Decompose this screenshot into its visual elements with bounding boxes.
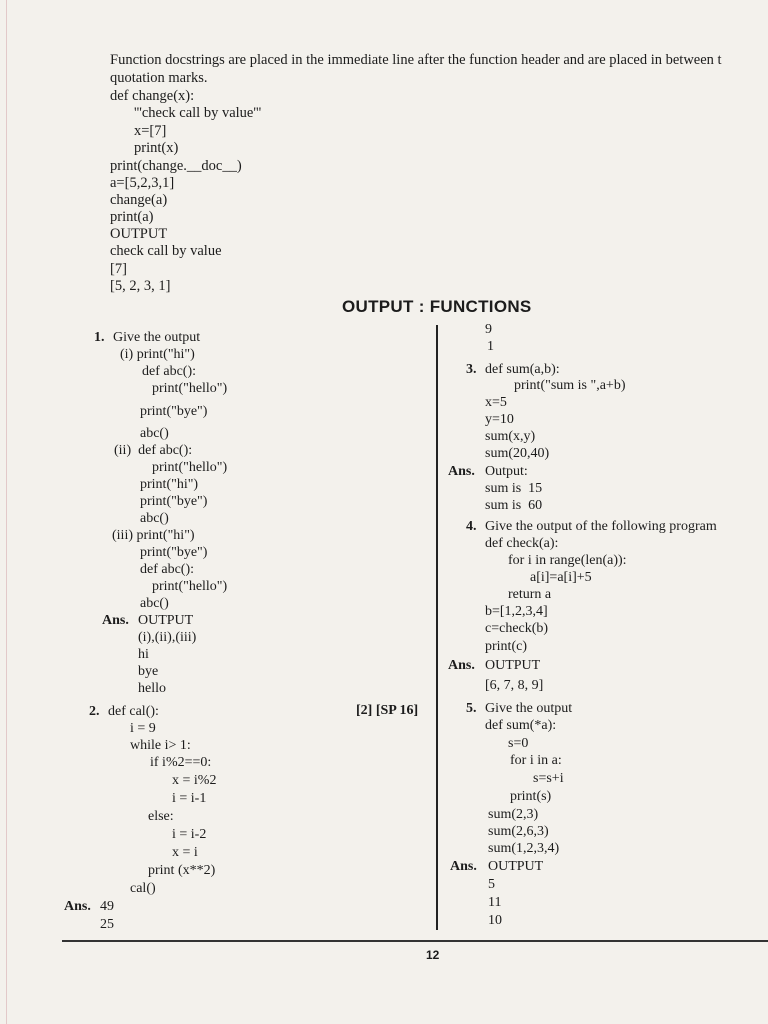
code-line: x = i%2 bbox=[172, 773, 217, 788]
code-line: else: bbox=[148, 809, 174, 824]
code-line: print(a) bbox=[110, 209, 154, 225]
question-reference: [2] [SP 16] bbox=[356, 703, 419, 718]
answer-label: Ans. bbox=[448, 658, 475, 673]
question-text: Give the output of the following program bbox=[485, 519, 717, 534]
code-line: abc() bbox=[140, 511, 169, 526]
answer-line: hi bbox=[138, 647, 149, 662]
code-line: a=[5,2,3,1] bbox=[110, 175, 175, 191]
code-line: s=0 bbox=[508, 736, 529, 751]
code-line: sum(2,6,3) bbox=[488, 824, 549, 839]
answer-line: Output: bbox=[485, 464, 528, 479]
code-line: return a bbox=[508, 587, 552, 602]
code-line: c=check(b) bbox=[485, 621, 549, 636]
question-text: Give the output bbox=[485, 701, 573, 716]
answer-line: 1 bbox=[487, 339, 494, 354]
answer-line: (i),(ii),(iii) bbox=[138, 630, 197, 645]
output-line: check call by value bbox=[110, 243, 222, 259]
code-line: (ii) def abc(): bbox=[114, 443, 193, 458]
code-line: print("sum is ",a+b) bbox=[514, 378, 626, 393]
code-line: print (x**2) bbox=[148, 863, 216, 878]
code-line: for i in a: bbox=[510, 753, 562, 768]
question-number: 2. bbox=[89, 704, 100, 719]
output-line: [7] bbox=[110, 261, 127, 277]
question-number: 1. bbox=[94, 330, 105, 345]
code-line: sum(x,y) bbox=[485, 429, 536, 444]
question-number: 3. bbox=[466, 362, 477, 377]
code-line: cal() bbox=[130, 881, 156, 896]
code-line: y=10 bbox=[485, 412, 514, 427]
code-line: print(c) bbox=[485, 639, 527, 654]
footer-rule bbox=[62, 940, 768, 942]
code-line: print("bye") bbox=[140, 494, 208, 509]
code-line: i = 9 bbox=[130, 721, 156, 736]
code-line: sum(2,3) bbox=[488, 807, 539, 822]
code-line: change(a) bbox=[110, 192, 168, 208]
question-text: def sum(a,b): bbox=[485, 362, 560, 377]
answer-line: 25 bbox=[100, 917, 114, 932]
answer-line: OUTPUT bbox=[488, 859, 544, 874]
code-line: x = i bbox=[172, 845, 198, 860]
answer-label: Ans. bbox=[450, 859, 477, 874]
question-text: Give the output bbox=[113, 330, 201, 345]
code-line: print("hello") bbox=[152, 381, 228, 396]
code-line: print("bye") bbox=[140, 404, 208, 419]
answer-label: Ans. bbox=[448, 464, 475, 479]
answer-line: bye bbox=[138, 664, 159, 679]
code-line: print(x) bbox=[134, 140, 179, 156]
page-number: 12 bbox=[426, 948, 440, 962]
code-line: abc() bbox=[140, 426, 169, 441]
code-line: i = i-2 bbox=[172, 827, 207, 842]
answer-line: OUTPUT bbox=[485, 658, 541, 673]
code-line: x=5 bbox=[485, 395, 507, 410]
answer-line: 49 bbox=[100, 899, 114, 914]
code-line: for i in range(len(a)): bbox=[508, 553, 627, 568]
code-line: x=[7] bbox=[134, 123, 167, 139]
question-text: def cal(): bbox=[108, 704, 159, 719]
code-line: if i%2==0: bbox=[150, 755, 212, 770]
code-line: print("bye") bbox=[140, 545, 208, 560]
code-line: print(change.__doc__) bbox=[110, 158, 242, 174]
code-line: (iii) print("hi") bbox=[112, 528, 195, 543]
code-line: sum(1,2,3,4) bbox=[488, 841, 560, 856]
code-line: print("hi") bbox=[140, 477, 199, 492]
answer-label: Ans. bbox=[102, 613, 129, 628]
column-divider bbox=[436, 325, 438, 930]
code-line: a[i]=a[i]+5 bbox=[530, 570, 592, 585]
output-label: OUTPUT bbox=[110, 226, 168, 242]
code-line: '''check call by value''' bbox=[134, 105, 262, 121]
code-line: while i> 1: bbox=[130, 738, 191, 753]
answer-line: 10 bbox=[488, 913, 502, 928]
code-line: def sum(*a): bbox=[485, 718, 557, 733]
section-heading: OUTPUT : FUNCTIONS bbox=[342, 297, 532, 316]
code-line: s=s+i bbox=[533, 771, 564, 786]
code-line: print(s) bbox=[510, 789, 552, 804]
question-number: 4. bbox=[466, 519, 477, 534]
code-line: (i) print("hi") bbox=[120, 347, 195, 362]
intro-line: quotation marks. bbox=[110, 70, 208, 86]
answer-line: OUTPUT bbox=[138, 613, 194, 628]
answer-line: sum is 15 bbox=[485, 481, 543, 496]
intro-line: Function docstrings are placed in the immediate line after the function header and are placed in between t bbox=[110, 52, 722, 68]
code-line: def abc(): bbox=[142, 364, 197, 379]
answer-line: 5 bbox=[488, 877, 495, 892]
answer-line: sum is 60 bbox=[485, 498, 543, 513]
code-line: b=[1,2,3,4] bbox=[485, 604, 548, 619]
code-line: abc() bbox=[140, 596, 169, 611]
code-line: def change(x): bbox=[110, 88, 195, 104]
answer-line: hello bbox=[138, 681, 166, 696]
code-line: i = i-1 bbox=[172, 791, 207, 806]
code-line: print("hello") bbox=[152, 579, 228, 594]
output-line: [5, 2, 3, 1] bbox=[110, 278, 171, 294]
code-line: def check(a): bbox=[485, 536, 559, 551]
code-line: def abc(): bbox=[140, 562, 195, 577]
answer-line: 9 bbox=[485, 322, 492, 337]
code-line: sum(20,40) bbox=[485, 446, 550, 461]
page-margin-line bbox=[6, 0, 7, 1024]
answer-label: Ans. bbox=[64, 899, 91, 914]
question-number: 5. bbox=[466, 701, 477, 716]
code-line: print("hello") bbox=[152, 460, 228, 475]
answer-line: 11 bbox=[488, 895, 502, 910]
answer-line: [6, 7, 8, 9] bbox=[485, 678, 544, 693]
